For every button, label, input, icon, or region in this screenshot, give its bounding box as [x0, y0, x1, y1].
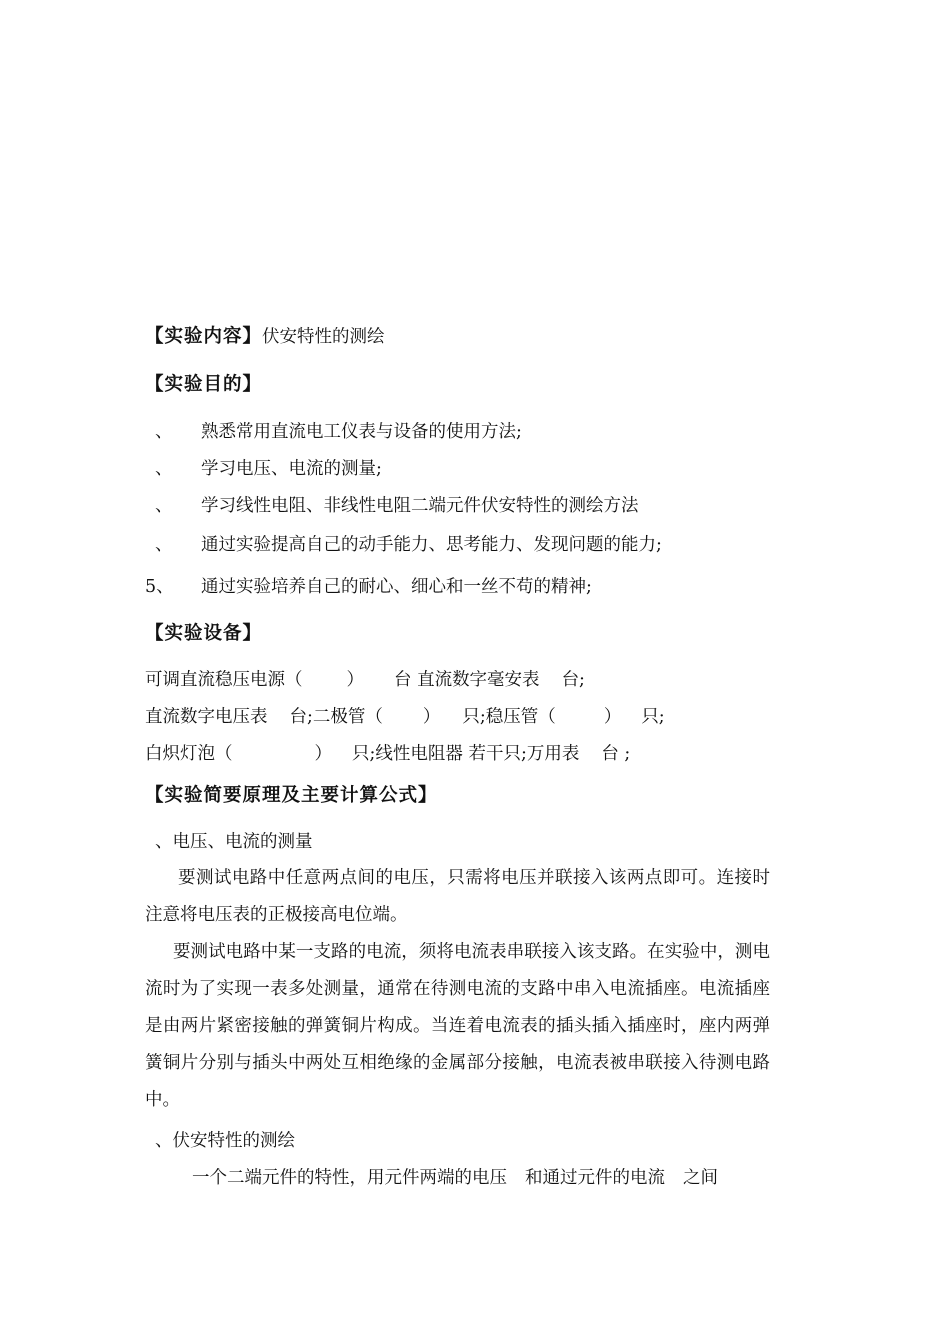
- purpose-item-marker: 、: [155, 535, 173, 555]
- equipment-text: ）: [314, 744, 332, 764]
- purpose-item-marker: 5、: [145, 577, 174, 597]
- content-heading-line: [145, 325, 385, 349]
- equipment-line-3: [145, 742, 630, 766]
- principle-paragraph-1: 要测试电路中任意两点间的电压，只需将电压并联接入该两点即可。连接时注意将电压表的正极接高电位端。: [145, 868, 770, 925]
- equipment-text: 只;: [641, 707, 665, 727]
- purpose-item-text: 熟悉常用直流电工仪表与设备的使用方法;: [201, 422, 522, 442]
- principle-paragraph-3-part: 之间: [683, 1168, 718, 1188]
- equipment-text: 只;线性电阻器 若干只;万用表: [352, 744, 580, 764]
- purpose-item-marker: 、: [155, 422, 173, 442]
- principle-paragraph-3: [192, 1166, 718, 1190]
- equipment-text: 台 直流数字毫安表: [394, 670, 540, 690]
- principle-sub-heading-2: 、伏安特性的测绘: [155, 1131, 295, 1151]
- equipment-text: 白炽灯泡（: [145, 744, 233, 764]
- equipment-line-1: [145, 668, 585, 692]
- equipment-text: 台;: [561, 670, 585, 690]
- equipment-text: 只;稳压管（: [462, 707, 556, 727]
- content-title: 伏安特性的测绘: [262, 327, 385, 347]
- purpose-item-5: [145, 575, 592, 599]
- equipment-text: ）: [603, 707, 622, 727]
- equipment-text: 直流数字电压表: [145, 707, 268, 727]
- principle-paragraph-2: 要测试电路中某一支路的电流，须将电流表串联接入该支路。在实验中，测电流时为了实现一表多处测量，通常在待测电流的支路中串入电流插座。电流插座是由两片紧密接触的弹簧铜片构成。当连着电流表的插头插入插座时，座内两弹簧铜片分别与插头中两处互相绝缘的金属部分接触，电流表被串联接入待测电路中。: [145, 942, 770, 1110]
- purpose-item-text: 学习电压、电流的测量;: [201, 459, 382, 479]
- purpose-item-marker: 、: [155, 496, 173, 516]
- equipment-text: ）: [422, 707, 441, 727]
- purpose-heading: 【实验目的】: [145, 374, 263, 395]
- purpose-item-text: 学习线性电阻、非线性电阻二端元件伏安特性的测绘方法: [201, 496, 639, 516]
- principle-paragraph-3-part: 和通过元件的电流: [525, 1168, 665, 1188]
- equipment-line-2: [145, 705, 665, 729]
- equipment-text: 台 ;: [601, 744, 631, 764]
- content-heading: 【实验内容】: [145, 326, 263, 347]
- purpose-item-4: [145, 533, 662, 557]
- purpose-item-1: [145, 420, 522, 444]
- principle-heading: 【实验简要原理及主要计算公式】: [145, 785, 438, 806]
- equipment-text: 可调直流稳压电源（: [145, 670, 303, 690]
- purpose-item-3: [145, 494, 639, 518]
- purpose-item-2: [145, 457, 382, 481]
- purpose-item-text: 通过实验提高自己的动手能力、思考能力、发现问题的能力;: [201, 535, 662, 555]
- purpose-item-marker: 、: [155, 459, 173, 479]
- principle-sub-heading-1: 、电压、电流的测量: [155, 832, 313, 852]
- equipment-text: 台;二极管（: [289, 707, 383, 727]
- equipment-text: ）: [346, 670, 364, 690]
- equipment-heading: 【实验设备】: [145, 623, 263, 644]
- principle-paragraph-3-part: 一个二端元件的特性，用元件两端的电压: [192, 1168, 507, 1188]
- purpose-item-text: 通过实验培养自己的耐心、细心和一丝不苟的精神;: [201, 577, 592, 597]
